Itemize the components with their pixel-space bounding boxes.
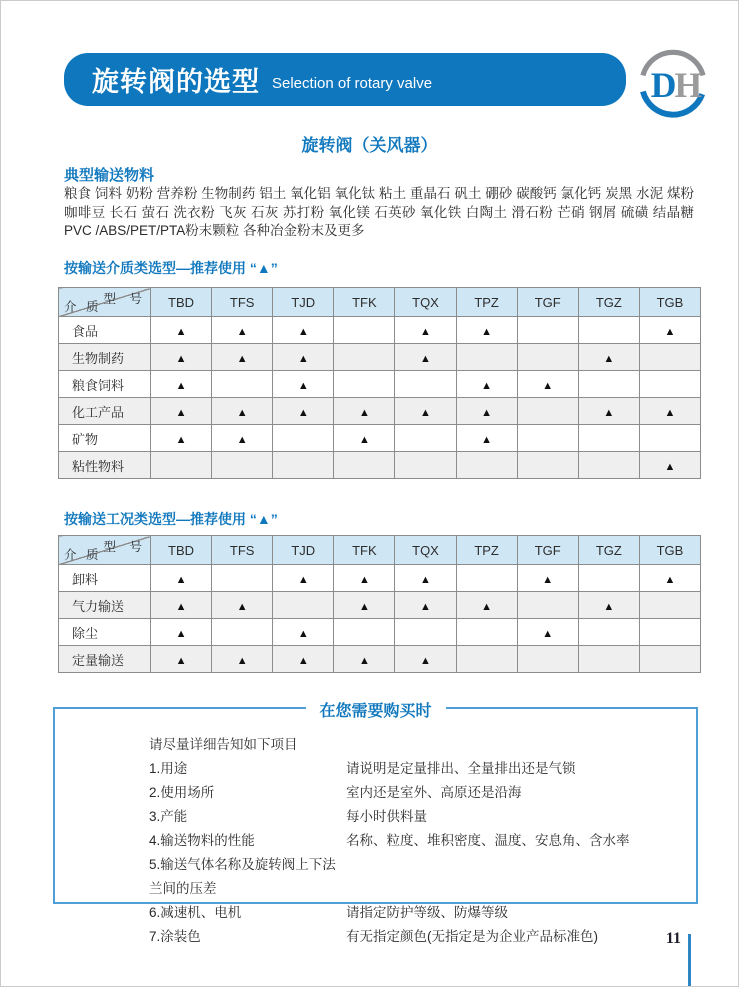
mark-cell <box>639 592 700 619</box>
table-row <box>59 452 701 479</box>
mark-cell <box>151 646 212 673</box>
medium-selection-table <box>58 287 701 479</box>
mark-cell <box>456 565 517 592</box>
triangle-mark: ▲ <box>297 627 309 640</box>
column-header: TJD <box>273 536 334 565</box>
purchase-item-label: 4.输送物料的性能 <box>149 833 255 848</box>
column-header: TJD <box>273 288 334 317</box>
table-row <box>59 398 701 425</box>
triangle-mark: ▲ <box>664 573 676 586</box>
triangle-mark: ▲ <box>236 433 248 446</box>
row-label: 化工产品 <box>59 398 151 425</box>
mark-cell <box>639 452 700 479</box>
mark-cell <box>273 592 334 619</box>
mark-cell <box>334 619 395 646</box>
purchase-item-label: 1.用途 <box>149 761 188 776</box>
triangle-mark: ▲ <box>358 406 370 419</box>
mark-cell <box>456 646 517 673</box>
mark-cell <box>578 452 639 479</box>
mark-cell <box>517 452 578 479</box>
triangle-mark: ▲ <box>481 406 493 419</box>
triangle-mark: ▲ <box>420 600 431 613</box>
triangle-mark: ▲ <box>420 352 431 365</box>
triangle-mark: ▲ <box>542 379 554 392</box>
purchase-item-desc: 有无指定颜色(无指定是为企业产品标准色) <box>346 929 598 944</box>
row-label: 定量输送 <box>59 646 151 673</box>
banner-title-en: Selection of rotary valve <box>272 75 433 92</box>
triangle-mark: ▲ <box>358 573 370 586</box>
page-number-divider <box>688 934 691 986</box>
table-row <box>59 646 701 673</box>
mark-cell <box>151 452 212 479</box>
column-header: TGB <box>639 288 700 317</box>
mark-cell <box>456 592 517 619</box>
column-header: TFS <box>212 288 273 317</box>
mark-cell <box>334 344 395 371</box>
triangle-mark: ▲ <box>297 352 309 365</box>
mark-cell <box>395 646 456 673</box>
mark-cell <box>273 371 334 398</box>
mark-cell <box>151 565 212 592</box>
mark-cell <box>578 317 639 344</box>
column-header: TGF <box>517 536 578 565</box>
mark-cell <box>578 565 639 592</box>
section-title-condition-selection: 按输送工况类选型—推荐使用 “▲” <box>64 511 278 527</box>
triangle-mark: ▲ <box>542 627 554 640</box>
row-label: 气力输送 <box>59 592 151 619</box>
mark-cell <box>395 398 456 425</box>
triangle-mark: ▲ <box>175 325 187 338</box>
mark-cell <box>395 425 456 452</box>
triangle-mark: ▲ <box>420 406 431 419</box>
mark-cell <box>273 619 334 646</box>
table-row <box>59 344 701 371</box>
triangle-mark: ▲ <box>175 654 187 667</box>
mark-cell <box>151 592 212 619</box>
triangle-mark: ▲ <box>664 460 676 473</box>
mark-cell <box>578 592 639 619</box>
mark-cell <box>578 619 639 646</box>
triangle-mark: ▲ <box>297 379 309 392</box>
mark-cell <box>395 452 456 479</box>
triangle-mark: ▲ <box>236 325 248 338</box>
triangle-mark: ▲ <box>481 325 493 338</box>
corner-label-medium: 介 质 <box>64 548 102 562</box>
mark-cell <box>151 619 212 646</box>
mark-cell <box>334 398 395 425</box>
mark-cell <box>212 452 273 479</box>
mark-cell <box>395 371 456 398</box>
triangle-mark: ▲ <box>175 433 187 446</box>
page-header-banner <box>64 53 626 106</box>
mark-cell <box>212 317 273 344</box>
row-label: 食品 <box>59 317 151 344</box>
purchase-item-desc: 每小时供料量 <box>346 809 427 824</box>
table-row <box>59 425 701 452</box>
mark-cell <box>578 425 639 452</box>
mark-cell <box>334 646 395 673</box>
mark-cell <box>334 371 395 398</box>
purchase-item-desc: 请说明是定量排出、全量排出还是气锁 <box>346 761 576 776</box>
table-row <box>59 565 701 592</box>
column-header: TGZ <box>578 288 639 317</box>
column-header: TFS <box>212 536 273 565</box>
mark-cell <box>151 425 212 452</box>
mark-cell <box>639 425 700 452</box>
page-subtitle: 旋转阀（关风器） <box>301 136 438 155</box>
triangle-mark: ▲ <box>481 379 493 392</box>
purchase-item-desc: 请指定防护等级、防爆等级 <box>346 905 508 920</box>
triangle-mark: ▲ <box>175 352 187 365</box>
purchase-item-label: 2.使用场所 <box>149 785 215 800</box>
mark-cell <box>273 646 334 673</box>
triangle-mark: ▲ <box>175 379 187 392</box>
mark-cell <box>517 646 578 673</box>
triangle-mark: ▲ <box>236 600 248 613</box>
purchase-item-desc: 名称、粒度、堆积密度、温度、安息角、含水率 <box>346 833 630 848</box>
triangle-mark: ▲ <box>358 600 370 613</box>
table-row <box>59 317 701 344</box>
mark-cell <box>639 398 700 425</box>
purchase-item <box>149 781 686 805</box>
mark-cell <box>334 452 395 479</box>
condition-selection-table <box>58 535 701 673</box>
purchase-item-desc: 室内还是室外、高原还是沿海 <box>346 785 522 800</box>
table-corner-cell <box>59 288 151 317</box>
mark-cell <box>578 398 639 425</box>
purchase-item-label: 3.产能 <box>149 809 188 824</box>
mark-cell <box>395 344 456 371</box>
mark-cell <box>212 425 273 452</box>
purchase-item-label: 5.输送气体名称及旋转阀上下法兰间的压差 <box>149 857 336 896</box>
table-row <box>59 592 701 619</box>
mark-cell <box>273 398 334 425</box>
table-corner-cell <box>59 536 151 565</box>
mark-cell <box>578 344 639 371</box>
table-row <box>59 619 701 646</box>
column-header: TGF <box>517 288 578 317</box>
triangle-mark: ▲ <box>358 433 370 446</box>
row-label: 生物制药 <box>59 344 151 371</box>
mark-cell <box>517 371 578 398</box>
corner-label-model: 型 号 <box>103 292 147 306</box>
mark-cell <box>151 398 212 425</box>
mark-cell <box>517 317 578 344</box>
mark-cell <box>212 619 273 646</box>
mark-cell <box>334 425 395 452</box>
mark-cell <box>456 452 517 479</box>
logo-letter-d: D <box>650 64 677 105</box>
triangle-mark: ▲ <box>603 406 615 419</box>
triangle-mark: ▲ <box>542 573 554 586</box>
mark-cell <box>395 619 456 646</box>
triangle-mark: ▲ <box>175 627 187 640</box>
column-header: TQX <box>395 536 456 565</box>
mark-cell <box>578 646 639 673</box>
triangle-mark: ▲ <box>236 406 248 419</box>
mark-cell <box>456 619 517 646</box>
mark-cell <box>151 371 212 398</box>
mark-cell <box>517 565 578 592</box>
triangle-mark: ▲ <box>420 325 431 338</box>
purchase-box-title: 在您需要购买时 <box>305 698 445 721</box>
table-row <box>59 371 701 398</box>
mark-cell <box>395 317 456 344</box>
logo-letter-h: H <box>674 64 703 105</box>
purchase-item <box>149 829 686 853</box>
mark-cell <box>212 371 273 398</box>
triangle-mark: ▲ <box>664 406 676 419</box>
mark-cell <box>212 344 273 371</box>
triangle-mark: ▲ <box>420 573 431 586</box>
mark-cell <box>639 371 700 398</box>
mark-cell <box>456 398 517 425</box>
mark-cell <box>456 317 517 344</box>
section-title-medium-selection: 按输送介质类选型—推荐使用 “▲” <box>64 260 278 276</box>
mark-cell <box>639 646 700 673</box>
purchase-item <box>149 901 686 925</box>
triangle-mark: ▲ <box>358 654 370 667</box>
purchase-box-content <box>55 709 696 949</box>
triangle-mark: ▲ <box>297 406 309 419</box>
triangle-mark: ▲ <box>603 600 615 613</box>
mark-cell <box>395 592 456 619</box>
column-header: TBD <box>151 288 212 317</box>
mark-cell <box>517 592 578 619</box>
banner-title-cn: 旋转阀的选型 <box>92 67 260 97</box>
mark-cell <box>151 344 212 371</box>
purchase-item <box>149 853 686 901</box>
mark-cell <box>212 592 273 619</box>
mark-cell <box>517 619 578 646</box>
mark-cell <box>212 565 273 592</box>
mark-cell <box>212 398 273 425</box>
column-header: TPZ <box>456 288 517 317</box>
purchase-item <box>149 805 686 829</box>
mark-cell <box>639 317 700 344</box>
mark-cell <box>212 646 273 673</box>
triangle-mark: ▲ <box>236 654 248 667</box>
triangle-mark: ▲ <box>236 352 248 365</box>
materials-text: 粮食 饲料 奶粉 营养粉 生物制药 铝土 氧化铝 氧化钛 粘土 重晶石 矾土 硼砂 碳酸钙 氯化钙 炭黑 水泥 煤粉 咖啡豆 长石 萤石 洗衣粉 飞灰 石灰 苏打粉 氧化镁 石英砂 氧化铁 白陶土 滑石粉 芒硝 钢屑 硫磺 结晶糖 PVC /ABS/PET/PTA粉末颗粒 各种冶金粉末及更多 <box>64 186 694 238</box>
mark-cell <box>151 317 212 344</box>
triangle-mark: ▲ <box>481 600 493 613</box>
purchase-item-label: 7.涂装色 <box>149 929 201 944</box>
materials-heading: 典型输送物料 <box>64 167 155 184</box>
mark-cell <box>639 565 700 592</box>
corner-label-model: 型 号 <box>103 540 147 554</box>
triangle-mark: ▲ <box>420 654 431 667</box>
mark-cell <box>456 425 517 452</box>
column-header: TQX <box>395 288 456 317</box>
triangle-mark: ▲ <box>175 600 187 613</box>
mark-cell <box>517 425 578 452</box>
mark-cell <box>639 619 700 646</box>
mark-cell <box>456 371 517 398</box>
mark-cell <box>273 425 334 452</box>
row-label: 粮食饲料 <box>59 371 151 398</box>
row-label: 除尘 <box>59 619 151 646</box>
triangle-mark: ▲ <box>297 573 309 586</box>
purchase-item-label: 6.减速机、电机 <box>149 905 242 920</box>
mark-cell <box>273 317 334 344</box>
mark-cell <box>334 592 395 619</box>
mark-cell <box>517 398 578 425</box>
triangle-mark: ▲ <box>175 573 187 586</box>
page-number: 11 <box>665 930 681 947</box>
mark-cell <box>639 344 700 371</box>
dh-logo <box>629 45 717 119</box>
triangle-mark: ▲ <box>175 406 187 419</box>
column-header: TPZ <box>456 536 517 565</box>
mark-cell <box>273 565 334 592</box>
row-label: 粘性物料 <box>59 452 151 479</box>
triangle-mark: ▲ <box>664 325 676 338</box>
mark-cell <box>334 565 395 592</box>
triangle-mark: ▲ <box>603 352 615 365</box>
triangle-mark: ▲ <box>297 325 309 338</box>
purchase-item-list <box>149 757 686 949</box>
mark-cell <box>395 565 456 592</box>
column-header: TFK <box>334 288 395 317</box>
mark-cell <box>273 452 334 479</box>
mark-cell <box>273 344 334 371</box>
row-label: 卸料 <box>59 565 151 592</box>
purchase-item <box>149 757 686 781</box>
row-label: 矿物 <box>59 425 151 452</box>
column-header: TGZ <box>578 536 639 565</box>
column-header: TGB <box>639 536 700 565</box>
triangle-mark: ▲ <box>481 433 493 446</box>
column-header: TFK <box>334 536 395 565</box>
purchase-intro: 请尽量详细告知如下项目 <box>149 737 298 752</box>
mark-cell <box>456 344 517 371</box>
triangle-mark: ▲ <box>297 654 309 667</box>
corner-label-medium: 介 质 <box>64 300 102 314</box>
purchase-item <box>149 925 686 949</box>
column-header: TBD <box>151 536 212 565</box>
mark-cell <box>517 344 578 371</box>
mark-cell <box>334 317 395 344</box>
purchase-item-desc <box>346 853 686 901</box>
mark-cell <box>578 371 639 398</box>
